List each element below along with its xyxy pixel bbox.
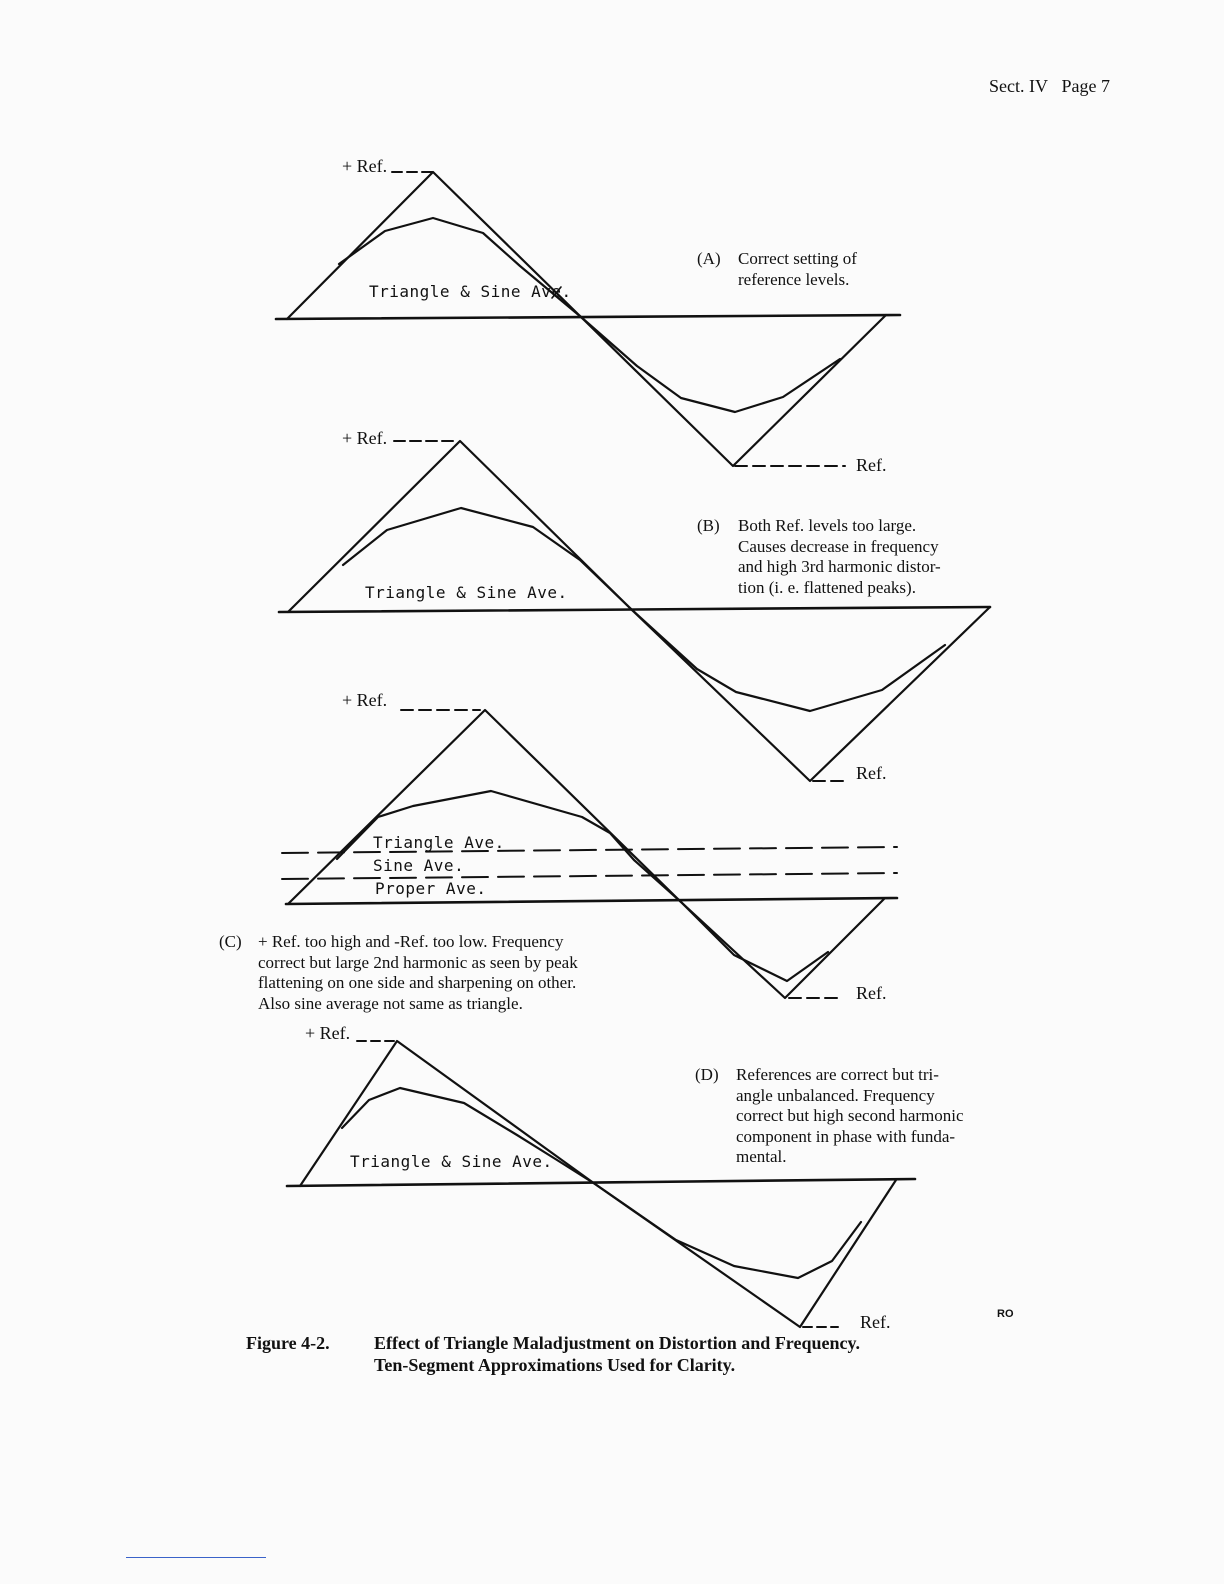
caption-line: + Ref. too high and -Ref. too low. Frequency xyxy=(258,932,564,951)
panel-b-drawing xyxy=(279,441,990,781)
caption-line: reference levels. xyxy=(738,269,850,289)
caption-line: component in phase with funda- xyxy=(736,1126,956,1146)
panel-b-pos-ref-label: + Ref. xyxy=(342,428,388,448)
panel-c-pos-ref-label: + Ref. xyxy=(342,690,388,710)
figure-title-line: Effect of Triangle Maladjustment on Distortion and Frequency. xyxy=(374,1333,860,1353)
panel-c-sine-ave-label: Sine Ave. xyxy=(373,856,465,875)
panel-a-neg-ref-label: Ref. xyxy=(856,455,887,475)
page-number: Page 7 xyxy=(1061,76,1110,96)
caption-line: mental. xyxy=(736,1147,787,1166)
corner-mark: RO xyxy=(997,1308,1014,1320)
caption-line: angle unbalanced. Frequency xyxy=(736,1085,935,1105)
panel-b-caption xyxy=(738,516,941,598)
caption-line: Also sine average not same as triangle. xyxy=(258,993,523,1013)
panel-d-caption-label: (D) xyxy=(695,1065,719,1084)
caption-line: correct but large 2nd harmonic as seen by peak xyxy=(258,952,578,972)
panel-c-triangle-ave-label: Triangle Ave. xyxy=(373,833,505,852)
caption-line: Both Ref. levels too large. xyxy=(738,516,917,535)
figure-number: Figure 4-2. xyxy=(246,1333,330,1353)
figure-title-line: Ten-Segment Approximations Used for Clarity. xyxy=(374,1355,736,1375)
panel-c-proper-ave-label: Proper Ave. xyxy=(375,879,487,898)
panel-c-caption-label: (C) xyxy=(219,932,242,951)
section-label: Sect. IV xyxy=(989,76,1048,96)
panel-a-baseline xyxy=(276,315,900,319)
panel-b-caption-label: (B) xyxy=(697,516,720,535)
panel-a-drawing xyxy=(276,172,900,466)
caption-line: tion (i. e. flattened peaks). xyxy=(738,577,916,597)
panel-d-neg-ref-label: Ref. xyxy=(860,1312,891,1332)
footer-rule xyxy=(126,1557,266,1558)
panel-d-pos-ref-label: + Ref. xyxy=(305,1023,351,1043)
panel-b-neg-ref-label: Ref. xyxy=(856,763,887,783)
panel-d-wave-label: Triangle & Sine Ave. xyxy=(350,1152,553,1171)
panel-c-neg-ref-label: Ref. xyxy=(856,983,887,1003)
caption-line: flattening on one side and sharpening on other. xyxy=(258,973,577,992)
caption-line: and high 3rd harmonic distor- xyxy=(738,557,941,576)
panel-a-wave-label: Triangle & Sine Ave. xyxy=(369,282,572,301)
panel-a-caption xyxy=(738,249,857,290)
panel-b-wave-label: Triangle & Sine Ave. xyxy=(365,583,568,602)
panel-c-caption xyxy=(258,932,578,1014)
caption-line: References are correct but tri- xyxy=(736,1065,939,1084)
caption-line: Causes decrease in frequency xyxy=(738,536,939,556)
panel-d-baseline xyxy=(287,1179,915,1186)
panel-a-pos-ref-label: + Ref. xyxy=(342,156,388,176)
caption-line: Correct setting of xyxy=(738,249,857,268)
panel-a-caption-label: (A) xyxy=(697,249,721,268)
panel-d-caption xyxy=(736,1065,964,1168)
caption-line: correct but high second harmonic xyxy=(736,1106,964,1125)
figure-title xyxy=(374,1332,860,1376)
